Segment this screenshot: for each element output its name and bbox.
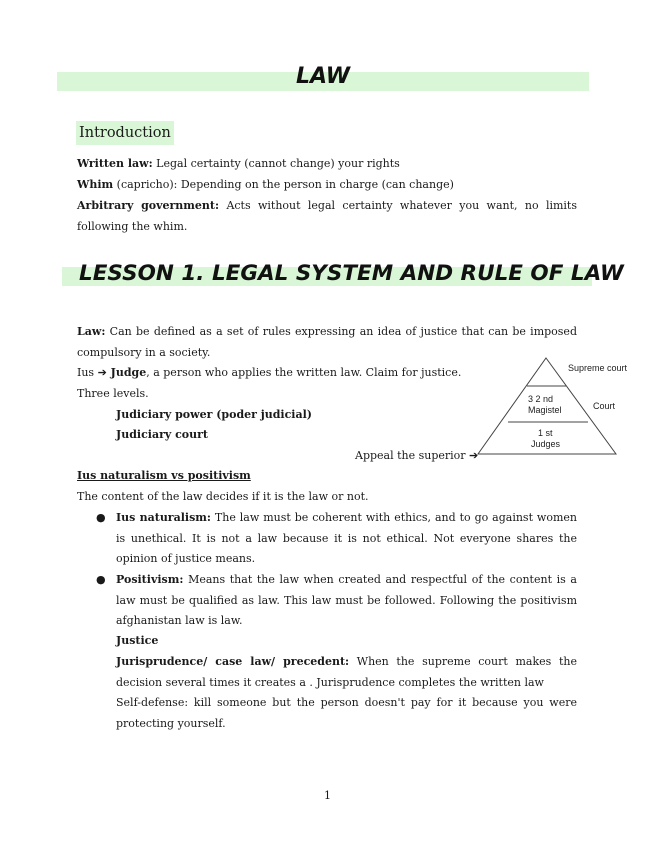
jurisprudence: [116, 652, 577, 693]
bullet-ius-naturalism: [116, 508, 577, 570]
intro-whim: [77, 175, 577, 196]
section-heading: Ius naturalism vs positivism: [77, 469, 251, 482]
definition: Legal certainty (cannot change) your rights: [152, 157, 400, 170]
definition: The law must be coherent with ethics, and to go against women is unethical. It is not a law because it is not ethical. Not everyone shares the opinion of justice means.: [116, 511, 577, 565]
pyramid-mid-line1: 3 2 nd: [528, 394, 554, 404]
intro-arbitrary-government: [77, 196, 577, 237]
definition: Means that the law when created and respectful of the content is a law must be qualified as law. This law must be followed. Following the positivism afghanistan law is law.: [116, 573, 577, 627]
pyramid-supreme-label: Supreme court: [568, 363, 628, 373]
definition: Acts without legal certainty whatever you want, no limits following the whim.: [77, 199, 577, 233]
term: Law:: [77, 325, 106, 338]
definition: Can be defined as a set of rules expressing an idea of justice that can be imposed compulsory in a society.: [77, 325, 577, 359]
term: Positivism:: [116, 573, 184, 586]
lesson-title: LESSON 1. LEGAL SYSTEM AND RULE OF LAW: [79, 261, 624, 286]
intro-heading: Introduction: [76, 121, 174, 145]
pyramid-bottom-line2: Judges: [531, 439, 561, 449]
page-title: LAW: [295, 64, 351, 89]
term: Whim: [77, 178, 114, 191]
definition: , a person who applies the written law. Claim for justice. Three levels.: [77, 366, 462, 400]
definition: (capricho): Depending on the person in charge (can change): [113, 178, 454, 191]
term: Arbitrary government:: [77, 199, 220, 212]
court-pyramid-diagram: [476, 354, 646, 462]
definition: When the supreme court makes the decision several times it creates a . Jurisprudence completes the written law: [116, 655, 577, 689]
page-number: 1: [324, 789, 331, 802]
pyramid-bottom-line1: 1 st: [538, 428, 553, 438]
ius-judge-line: [77, 363, 470, 404]
appeal-note: Appeal the superior ➔: [355, 449, 479, 462]
self-defense: Self-defense: kill someone but the person doesn't pay for it because you were protecting yourself.: [116, 696, 577, 730]
term: Ius naturalism:: [116, 511, 211, 524]
arrow-icon: ➔: [97, 366, 107, 379]
intro-written-law: [77, 154, 577, 175]
term: Jurisprudence/ case law/ precedent:: [116, 655, 350, 668]
section-intro: The content of the law decides if it is the law or not.: [77, 490, 369, 503]
pyramid-court-label: Court: [593, 401, 616, 411]
term: Written law:: [77, 157, 153, 170]
term: Judge: [106, 366, 147, 379]
justice-label: Justice: [116, 634, 159, 647]
pyramid-mid-line2: Magistel: [528, 405, 562, 415]
judiciary-power: Judiciary power (poder judicial): [116, 408, 312, 421]
judiciary-court: Judiciary court: [116, 428, 209, 441]
bullet-icon: ●: [96, 511, 106, 524]
bullet-positivism: [116, 570, 577, 632]
bullet-icon: ●: [96, 573, 106, 586]
ius-prefix: Ius: [77, 366, 98, 379]
